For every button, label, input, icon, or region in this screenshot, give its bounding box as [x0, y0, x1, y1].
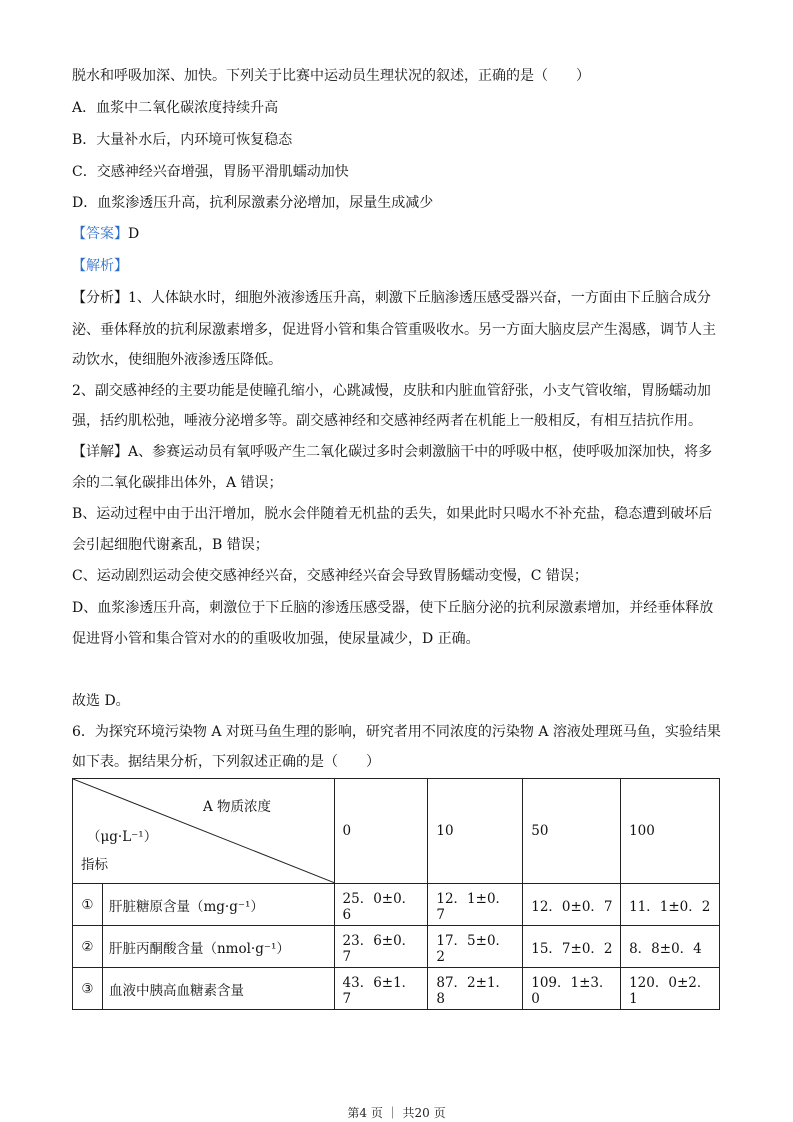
row-index: ③ [73, 968, 103, 1010]
q6-stem-line-1: 6．为探究环境污染物 A 对斑马鱼生理的影响，研究者用不同浓度的污染物 A 溶液处理斑马鱼，实验结果 [72, 724, 721, 740]
answer-value: D [128, 226, 140, 242]
q5-stem-tail: 脱水和呼吸加深、加快。下列关于比赛中运动员生理状况的叙述，正确的是（ ） [72, 68, 590, 84]
fenxi-line-3: 动饮水，使细胞外液渗透压降低。 [72, 352, 282, 368]
table-cell: 109．1±3．0 [523, 968, 621, 1010]
diagonal-header-cell [73, 779, 335, 884]
concentration-header: 10 [428, 779, 523, 884]
table-header-row [73, 779, 720, 884]
q5-option-c: C．交感神经兴奋增强，胃肠平滑肌蠕动加快 [72, 164, 349, 180]
table-cell: 43．6±1．7 [334, 968, 428, 1010]
header-concentration: A 物质浓度 [203, 799, 272, 815]
fenxi-line-2: 泌、垂体释放的抗利尿激素增多，促进肾小管和集合管重吸收水。另一方面大脑皮层产生渴感，调节人主 [72, 322, 716, 338]
page-footer: 第4 页 ｜ 共20 页 [347, 1106, 446, 1120]
results-table [72, 778, 720, 1010]
detail-line-3: B、运动过程中由于出汗增加，脱水会伴随着无机盐的丢失，如果此时只喝水不补充盐，稳态遭到破坏后 [72, 506, 713, 522]
header-unit: （μg·L⁻¹） [87, 829, 158, 845]
detail-line-5: C、运动剧烈运动会使交感神经兴奋，交感神经兴奋会导致胃肠蠕动变慢，C 错误； [72, 568, 588, 584]
fenxi-tag: 【分析】 [72, 290, 128, 306]
detail-tag: 【详解】 [72, 444, 128, 460]
row-index: ① [73, 884, 103, 926]
table-cell: 12．0±0．7 [523, 884, 621, 926]
detail-line-6: D、血浆渗透压升高，刺激位于下丘脑的渗透压感受器，使下丘脑分泌的抗利尿激素增加，并经垂体释放 [72, 600, 714, 616]
conclusion: 故选 D。 [72, 693, 130, 709]
analysis-tag: 【解析】 [72, 258, 128, 274]
detail-line-2: 余的二氧化碳排出体外，A 错误； [72, 475, 283, 491]
detail-line-1: 【详解】A、参赛运动员有氧呼吸产生二氧化碳过多时会刺激脑干中的呼吸中枢，使呼吸加深加快，将多 [72, 444, 713, 460]
detail-line-7: 促进肾小管和集合管对水的的重吸收加强，使尿量减少，D 正确。 [72, 631, 480, 647]
q5-option-b: B．大量补水后，内环境可恢复稳态 [72, 132, 293, 148]
q6-stem-line-2: 如下表。据结果分析，下列叙述正确的是（ ） [72, 754, 380, 770]
fenxi-line-1: 【分析】1、人体缺水时，细胞外液渗透压升高，刺激下丘脑渗透压感受器兴奋，一方面由下丘脑合成分 [72, 290, 711, 306]
concentration-header: 50 [523, 779, 621, 884]
row-indicator: 肝脏糖原含量（mg·g⁻¹） [102, 884, 334, 926]
table-cell: 17．5±0．2 [428, 926, 523, 968]
table-cell: 15．7±0．2 [523, 926, 621, 968]
answer-line [72, 224, 139, 244]
concentration-header: 100 [621, 779, 720, 884]
point2-line-2: 强，括约肌松弛，唾液分泌增多等。副交感神经和交感神经两者在机能上一般相反，有相互拮抗作用。 [72, 413, 702, 429]
answer-tag: 【答案】 [72, 226, 128, 242]
table-cell: 8．8±0．4 [621, 926, 720, 968]
table-cell: 23．6±0．7 [334, 926, 428, 968]
table-cell: 120．0±2．1 [621, 968, 720, 1010]
table-row [73, 884, 720, 926]
table-cell: 87．2±1．8 [428, 968, 523, 1010]
row-indicator: 血液中胰高血糖素含量 [102, 968, 334, 1010]
table-row [73, 968, 720, 1010]
table-cell: 12．1±0．7 [428, 884, 523, 926]
q5-option-a: A．血浆中二氧化碳浓度持续升高 [72, 100, 279, 116]
table-cell: 25．0±0．6 [334, 884, 428, 926]
concentration-header: 0 [334, 779, 428, 884]
q5-option-d: D．血浆渗透压升高，抗利尿激素分泌增加，尿量生成减少 [72, 195, 434, 211]
header-indicator: 指标 [81, 857, 108, 873]
row-indicator: 肝脏丙酮酸含量（nmol·g⁻¹） [102, 926, 334, 968]
point2-line-1: 2、副交感神经的主要功能是使瞳孔缩小，心跳减慢，皮肤和内脏血管舒张，小支气管收缩，胃肠蠕动加 [72, 383, 711, 399]
table-row [73, 926, 720, 968]
table-cell: 11．1±0．2 [621, 884, 720, 926]
detail-line-4: 会引起细胞代谢紊乱，B 错误； [72, 537, 269, 553]
row-index: ② [73, 926, 103, 968]
